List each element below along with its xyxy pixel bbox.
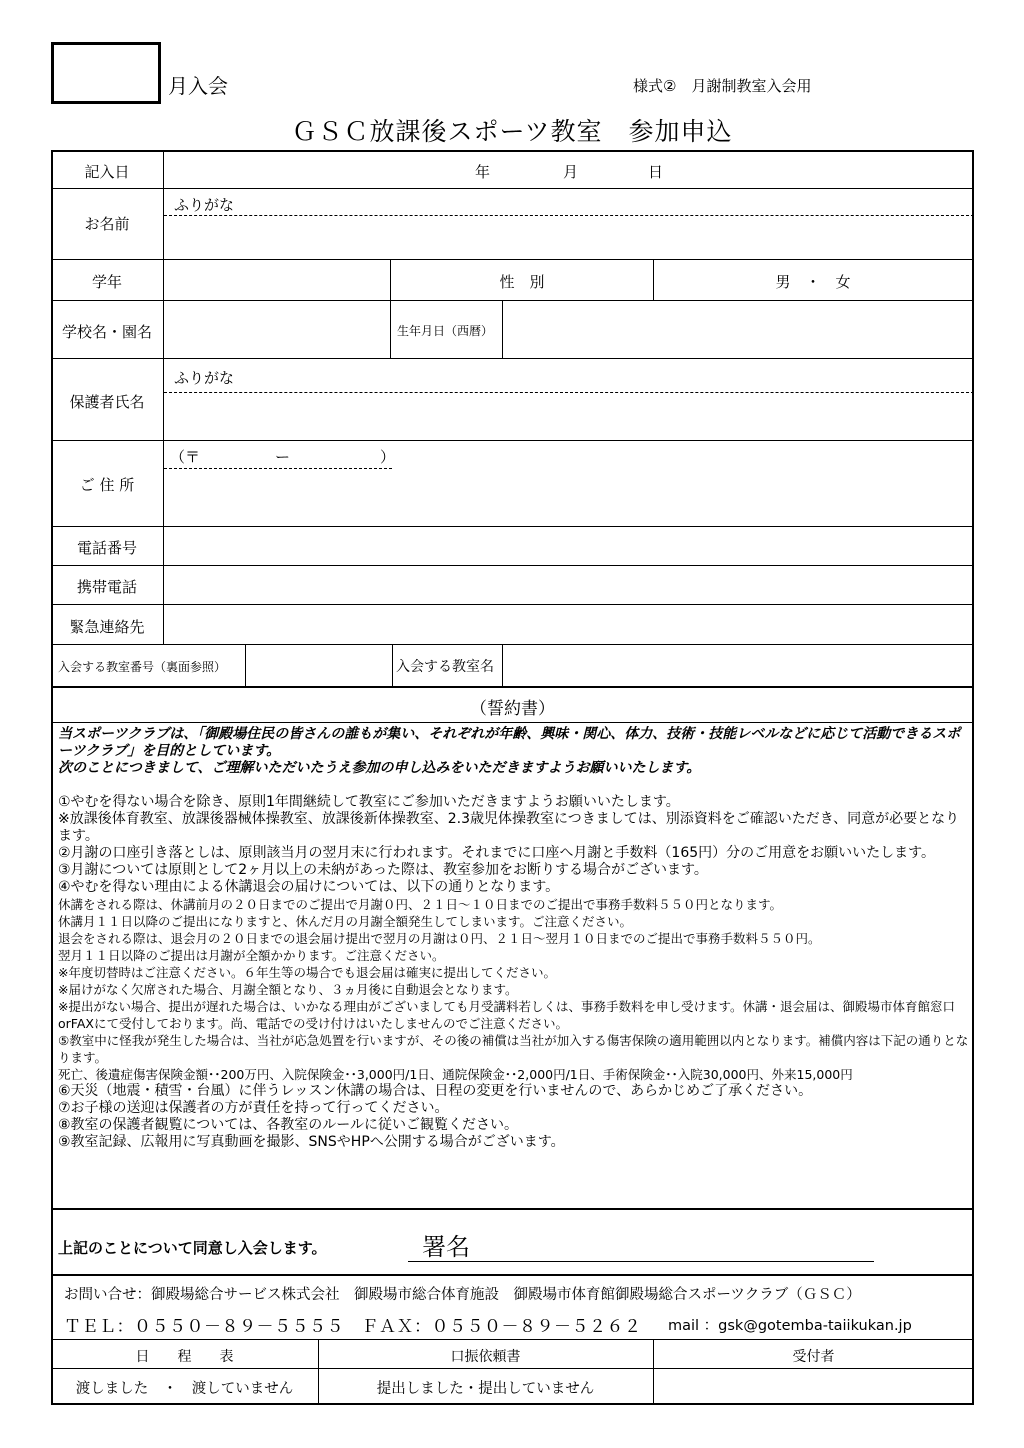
form-id: 様式② 月謝制教室入会用 bbox=[633, 77, 812, 95]
schedule-status[interactable]: 渡しました ・ 渡していません bbox=[75, 1381, 294, 1397]
pledge-detail-line: ⑤教室中に怪我が発生した場合は、当社が応急処置を行いますが、その後の補償は当社が加入する傷害保険の適用範囲以内となります。補償内容は下記の通りとなります。 bbox=[58, 1033, 969, 1065]
address-label: ご 住 所 bbox=[79, 476, 135, 494]
name-label: お名前 bbox=[84, 215, 130, 233]
year-label: 年 bbox=[475, 163, 491, 181]
phone-field[interactable] bbox=[165, 528, 972, 564]
pledge-detail-line: 休講をされる際は、休講前月の２０日までのご提出で月謝０円、２１日～１０日までのご提出で事務手数料５５０円となります。 bbox=[58, 897, 783, 912]
pledge-detail-line: ※提出がない場合、提出が遅れた場合は、いかなる理由がございましても月受講料若しくは、事務手数料を申し受けます。休講・退会届は、御殿場市体育館窓口orFAXにて受付しております。尚、電話での受け付けはいたしませんのでご注意ください。 bbox=[58, 999, 955, 1031]
pledge-line: ⑨教室記録、広報用に写真動画を撮影、SNSやHPへ公開する場合がございます。 bbox=[58, 1134, 565, 1150]
pledge-detail-line: 退会をされる際は、退会月の２０日までの退会届け提出で翌月の月謝は０円、２１日～翌月１０日までのご提出で事務手数料５５０円。 bbox=[58, 931, 821, 946]
pledge-heading: （誓約書） bbox=[470, 699, 555, 719]
pledge-line: ⑧教室の保護者観覧については、各教室のルールに従いご観覧ください。 bbox=[58, 1117, 518, 1133]
guardian-label: 保護者氏名 bbox=[69, 393, 145, 411]
birthdate-label: 生年月日（西暦） bbox=[397, 324, 494, 338]
mobile-field[interactable] bbox=[165, 567, 972, 603]
school-label: 学校名・園名 bbox=[61, 323, 152, 341]
name-furigana-label: ふりがな bbox=[174, 196, 235, 214]
birthdate-field[interactable] bbox=[504, 302, 972, 357]
emergency-label: 緊急連絡先 bbox=[69, 618, 145, 636]
signature-line[interactable] bbox=[408, 1261, 874, 1262]
pledge-line: ※放課後体育教室、放課後器械体操教室、放課後新体操教室、2.3歳児体操教室につきましては、別添資料をご確認いただき、同意が必要となります。 bbox=[58, 811, 960, 844]
pledge-intro-request: 次のことにつきまして、ご理解いただいたうえ参加の申し込みをいただきますようお願いいたします。 bbox=[58, 760, 701, 776]
contact-info: お問い合せ：御殿場総合サービス株式会社 御殿場市総合体育施設 御殿場市体育館御殿場総合スポーツクラブ（ＧＳＣ） bbox=[64, 1287, 861, 1303]
name-furigana-field[interactable] bbox=[240, 190, 972, 214]
guardian-furigana-label: ふりがな bbox=[174, 369, 235, 387]
class-name-label: 入会する教室名 bbox=[396, 659, 494, 675]
receptionist-field[interactable] bbox=[655, 1370, 972, 1403]
pledge-line: ⑦お子様の送迎は保護者の方が責任を持って行ってください。 bbox=[58, 1100, 449, 1116]
school-field[interactable] bbox=[165, 302, 389, 357]
entry-date-field[interactable] bbox=[165, 152, 972, 187]
transfer-request-status[interactable]: 提出しました・提出していません bbox=[376, 1381, 595, 1397]
mobile-label: 携帯電話 bbox=[76, 578, 137, 596]
pledge-body bbox=[58, 726, 970, 1151]
pledge-line: ①やむを得ない場合を除き、原則1年間継続して教室にご参加いただきますようお願いいたします。 bbox=[58, 794, 680, 810]
guardian-name-field[interactable] bbox=[165, 394, 972, 439]
month-label: 月入会 bbox=[168, 74, 228, 98]
pledge-detail-line: 死亡、後遺症傷害保険金額･･200万円、入院保険金･･3,000円/1日、通院保険金･･2,000円/1日、手術保険金･･入院30,000円、外来15,000円 bbox=[58, 1067, 853, 1082]
pledge-detail-line: 休講月１１日以降のご提出になりますと、休んだ月の月謝全額発生してしまいます。ご注意ください。 bbox=[58, 914, 633, 929]
pledge-intro: 当スポーツクラブは、「御殿場住民の皆さんの誰もが集い、それぞれが年齢、興味・関心、体力、技術・技能レベルなどに応じて活動できるスポーツクラブ」を目的としています。 bbox=[58, 726, 961, 759]
gender-options[interactable]: 男 ・ 女 bbox=[775, 273, 851, 291]
grade-label: 学年 bbox=[91, 273, 122, 291]
guardian-furigana-field[interactable] bbox=[240, 362, 972, 390]
pledge-line: ④やむを得ない理由による休講退会の届けについては、以下の通りとなります。 bbox=[58, 879, 560, 895]
page-title: ＧＳＣ放課後スポーツ教室 参加申込 bbox=[291, 117, 733, 146]
emergency-field[interactable] bbox=[165, 606, 972, 643]
class-number-label: 入会する教室番号（裏面参照） bbox=[58, 660, 227, 674]
pledge-detail-line: 翌月１１日以降のご提出は月謝が全額かかります。ご注意ください。 bbox=[58, 948, 445, 963]
month-unit-label: 月 bbox=[563, 163, 579, 181]
pledge-line: ③月謝については原則として2ヶ月以上の未納があった際は、教室参加をお断りする場合がございます。 bbox=[58, 862, 708, 878]
entry-date-label: 記入日 bbox=[84, 163, 130, 181]
schedule-header: 日 程 表 bbox=[135, 1349, 234, 1365]
phone-label: 電話番号 bbox=[76, 539, 137, 557]
signature-label: 署名 bbox=[422, 1233, 470, 1261]
agreement-text: 上記のことについて同意し入会します。 bbox=[58, 1239, 327, 1257]
gender-label: 性 別 bbox=[499, 273, 545, 291]
transfer-request-header: 口振依頼書 bbox=[450, 1349, 521, 1365]
address-field[interactable] bbox=[165, 470, 972, 525]
contact-mail: mail ：gsk@gotemba-taiikukan.jp bbox=[668, 1318, 912, 1334]
pledge-detail-line: ※年度切替時はご注意ください。６年生等の場合でも退会届は確実に提出してください。 bbox=[58, 965, 556, 980]
month-input-box[interactable] bbox=[51, 42, 161, 104]
postal-code-format[interactable]: （〒 ー ） bbox=[170, 448, 396, 466]
day-label: 日 bbox=[648, 163, 664, 181]
receptionist-header: 受付者 bbox=[792, 1349, 835, 1365]
contact-tel-fax: ＴＥＬ：０５５０－８９－５５５５ ＦＡＸ：０５５０－８９－５２６２ bbox=[64, 1317, 642, 1337]
pledge-detail-line: ※届けがなく欠席された場合、月謝全額となり、３ヵ月後に自動退会となります。 bbox=[58, 982, 518, 997]
pledge-line: ②月謝の口座引き落としは、原則該当月の翌月末に行われます。それまでに口座へ月謝と手数料（165円）分のご用意をお願いいたします。 bbox=[58, 845, 936, 861]
name-field[interactable] bbox=[165, 217, 972, 258]
class-name-field[interactable] bbox=[504, 646, 972, 685]
grade-field[interactable] bbox=[165, 261, 389, 299]
pledge-line: ⑥天災（地震・積雪・台風）に伴うレッスン休講の場合は、日程の変更を行いませんので、あらかじめご了承ください。 bbox=[58, 1083, 813, 1099]
class-number-field[interactable] bbox=[247, 646, 391, 685]
